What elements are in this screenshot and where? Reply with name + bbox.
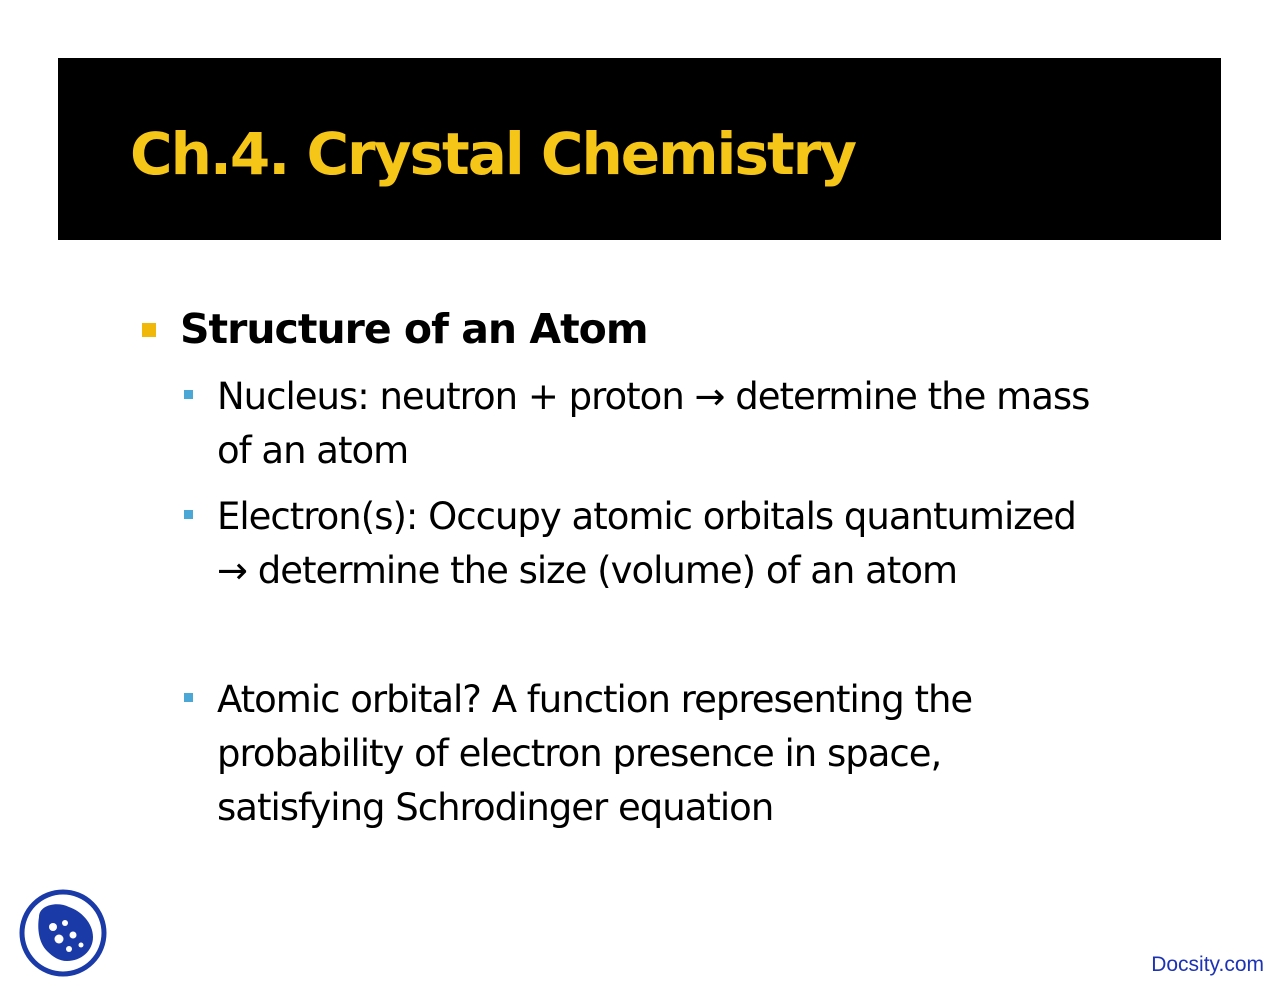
square-bullet-icon <box>142 323 156 337</box>
bullet-line: of an atom <box>217 429 409 472</box>
square-bullet-icon <box>184 693 193 702</box>
bullet-item-nucleus <box>184 370 1164 478</box>
bullet-line: satisfying Schrodinger equation <box>217 786 774 829</box>
docsity-logo-icon <box>19 889 107 977</box>
bullet-line: Electron(s): Occupy atomic orbitals quantumized <box>217 495 1076 538</box>
heading-bullet <box>142 302 648 356</box>
bullet-text <box>217 490 1076 598</box>
slide-title: Ch.4. Crystal Chemistry <box>130 120 856 188</box>
bullet-text <box>217 673 972 835</box>
bullet-line: Atomic orbital? A function representing the <box>217 678 973 721</box>
bullet-item-orbital <box>184 673 1164 835</box>
title-bar <box>58 58 1221 240</box>
section-heading: Structure of an Atom <box>180 305 648 353</box>
docsity-link[interactable]: Docsity.com <box>1151 953 1264 976</box>
square-bullet-icon <box>184 510 193 519</box>
bullet-line: probability of electron presence in space, <box>217 732 942 775</box>
bullet-line: → determine the size (volume) of an atom <box>217 549 957 592</box>
bullet-line: Nucleus: neutron + proton → determine the mass <box>217 375 1090 418</box>
bullet-item-electron <box>184 490 1164 598</box>
bullet-text <box>217 370 1089 478</box>
square-bullet-icon <box>184 390 193 399</box>
